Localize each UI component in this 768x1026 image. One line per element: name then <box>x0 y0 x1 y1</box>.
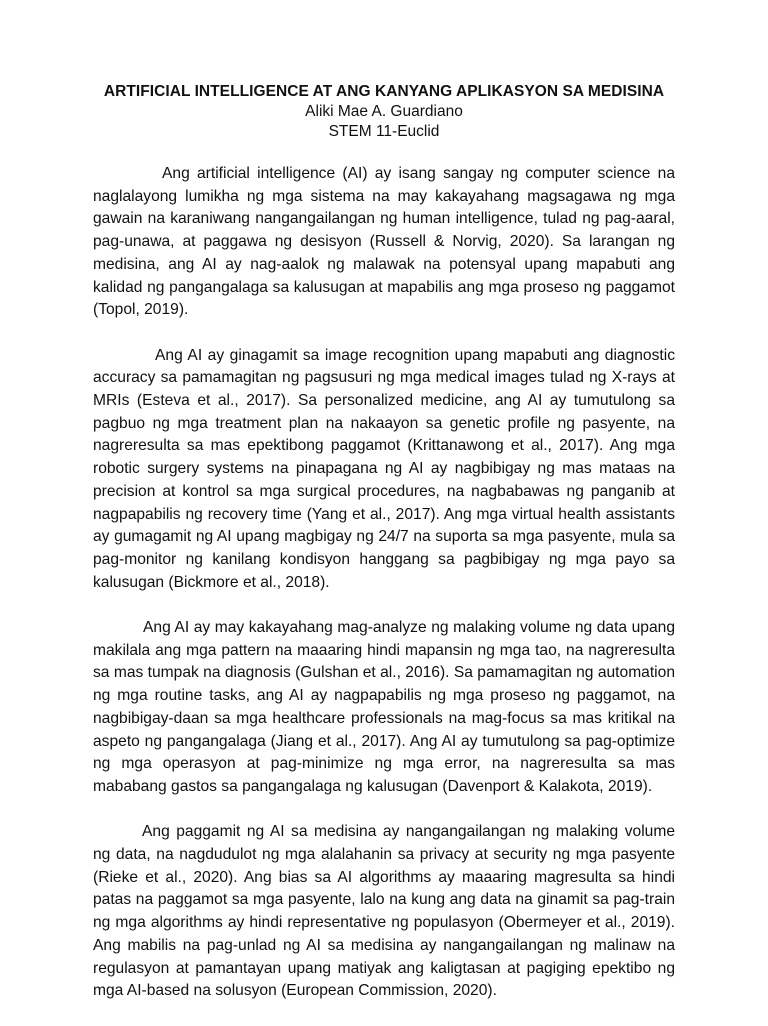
author-name: Aliki Mae A. Guardiano <box>305 103 463 120</box>
document-title: ARTIFICIAL INTELLIGENCE AT ANG KANYANG APLIKASYON SA MEDISINA <box>103 83 665 100</box>
document-header <box>0 82 768 142</box>
paragraph-challenges: Ang paggamit ng AI sa medisina ay nangangailangan ng malaking volume ng data, na nagdudulot ng mga alalahanin sa privacy at security ng mga pasyente (Rieke et al., 2020). Ang bias sa AI algorithms ay maaaring magresulta sa hindi patas na paggamot sa mga pasyente, lalo na kung ang data na ginamit sa pag-train ng mga algorithms ay hindi representative ng populasyon (Obermeyer et al., 2019). Ang mabilis na pag-unlad ng AI sa medisina ay nangangailangan ng malinaw na regulasyon at pamantayan upang matiyak ang kaligtasan at pagiging epektibo ng mga AI-based na solusyon (European Commission, 2020). <box>93 823 675 1000</box>
document-body <box>93 163 675 1026</box>
paragraph-applications: Ang AI ay ginagamit sa image recognition upang mapabuti ang diagnostic accuracy sa pamamagitan ng pagsusuri ng mga medical images tulad ng X-rays at MRIs (Esteva et al., 2017). Sa personalized medicine, ang AI ay tumutulong sa pagbuo ng mga treatment plan na nakaayon sa genetic profile ng pasyente, na nagreresulta sa mas epektibong paggamot (Krittanawong et al., 2017). Ang mga robotic surgery systems na pinapagana ng AI ay nagbibigay ng mas mataas na precision at kontrol sa mga surgical procedures, na nagbabawas ng panganib at nagpapabilis ng recovery time (Yang et al., 2017). Ang mga virtual health assistants ay gumagamit ng AI upang magbigay ng 24/7 na suporta sa mga pasyente, mula sa pag-monitor ng kanilang kondisyon hanggang sa pagbibigay ng mga payo sa kalusugan (Bickmore et al., 2018). <box>93 346 675 591</box>
class-section: STEM 11-Euclid <box>328 123 440 140</box>
paragraph-benefits: Ang AI ay may kakayahang mag-analyze ng malaking volume ng data upang makilala ang mga pattern na maaaring hindi mapansin ng mga tao, na nagreresulta sa mas tumpak na diagnosis (Gulshan et al., 2016). Sa pamamagitan ng automation ng mga routine tasks, ang AI ay nagpapabilis ng mga proseso ng paggamot, na nagbibigay-daan sa mga healthcare professionals na mag-focus sa mas kritikal na aspeto ng pangangalaga (Jiang et al., 2017). Ang AI ay tumutulong sa pag-optimize ng mga operasyon at pag-minimize ng mga error, na nagreresulta sa mas mababang gastos sa pangangalaga ng kalusugan (Davenport & Kalakota, 2019). <box>93 619 675 795</box>
paragraph-introduction: Ang artificial intelligence (AI) ay isang sangay ng computer science na naglalayong lumikha ng mga sistema na may kakayahang magsagawa ng mga gawain na karaniwang nangangailangan ng human intelligence, tulad ng pag-aaral, pag-unawa, at paggawa ng desisyon (Russell & Norvig, 2020). Sa larangan ng medisina, ang AI ay nag-aalok ng malawak na potensyal upang mapabuti ang kalidad ng pangangalaga sa kalusugan at mapabilis ang mga proseso ng paggamot (Topol, 2019). <box>93 165 675 319</box>
